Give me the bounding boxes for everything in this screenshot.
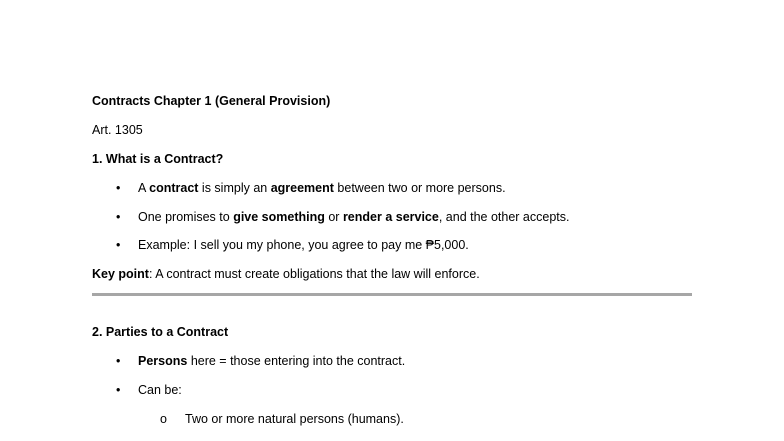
bullet-icon: •: [116, 181, 121, 195]
key-point-text: : A contract must create obligations that the law will enforce.: [148, 267, 480, 281]
list-item-text: Can be:: [138, 383, 182, 397]
bullet-icon: •: [116, 210, 121, 224]
document-title: Contracts Chapter 1 (General Provision): [92, 94, 331, 108]
sub-list-item-text: Two or more natural persons (humans).: [185, 412, 404, 426]
key-point-label: Key point: [92, 267, 149, 281]
bullet-icon: •: [116, 383, 121, 397]
horizontal-divider: [92, 293, 692, 296]
article-number: Art. 1305: [92, 123, 143, 137]
section-2-heading: 2. Parties to a Contract: [92, 325, 229, 339]
list-item-text: Persons here = those entering into the contract.: [138, 354, 406, 368]
circle-bullet-icon: o: [160, 412, 167, 426]
bullet-icon: •: [116, 238, 121, 252]
list-item-text: One promises to give something or render a service, and the other accepts.: [138, 210, 570, 224]
bullet-icon: •: [116, 354, 121, 368]
list-item-text: A contract is simply an agreement between two or more persons.: [138, 181, 506, 195]
list-item-text: Example: I sell you my phone, you agree to pay me ₱5,000.: [138, 238, 469, 252]
key-point: [92, 266, 480, 282]
section-1-heading: 1. What is a Contract?: [92, 152, 224, 166]
